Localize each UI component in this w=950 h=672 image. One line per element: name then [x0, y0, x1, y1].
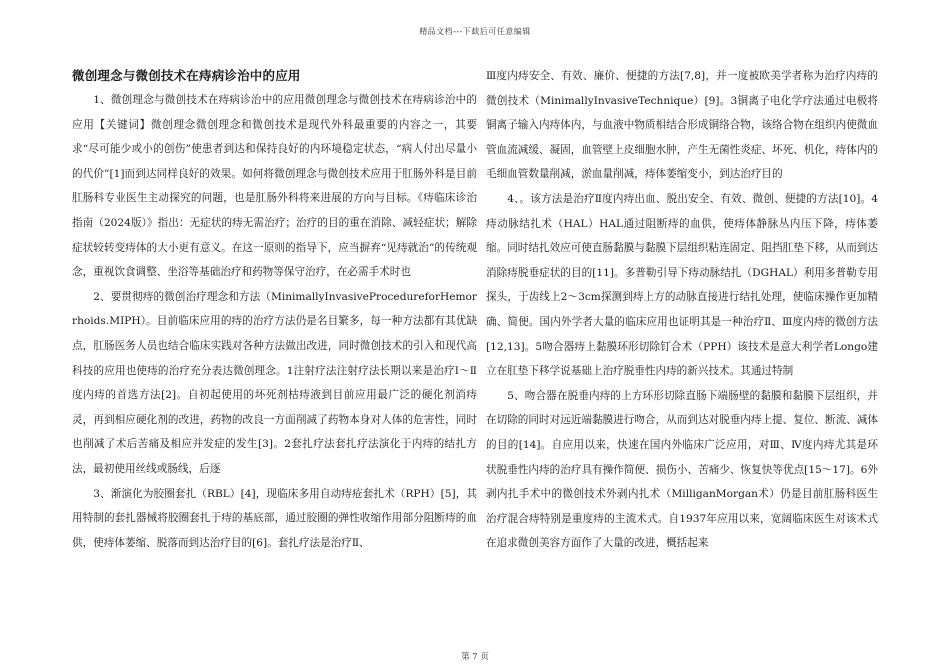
- right-column: [486, 64, 878, 556]
- page-header: 精品文档---下载后可任意编辑: [419, 27, 531, 36]
- article-title: 微创理念与微创技术在痔病诊治中的应用: [72, 68, 301, 83]
- paragraph: Ⅲ度内痔安全、有效、廉价、便捷的方法[7,8]，并一度被欧美学者称为治疗内痔的微创技术（MinimallyInvasiveTechnique）[9]。3铜离子电化学疗法通过电极将铜离子输入内痔体内，与血液中物质相结合形成铜络合物，该络合物在组织内使微血管血流减缓、凝固，血管壁上皮细胞水肿，产生无菌性炎症、坏死、机化，痔体内的毛细血管数量削减，淤血量削减，痔体萎缩变小，到达治疗目的: [486, 70, 878, 181]
- left-column: [72, 64, 477, 555]
- page-number: 第 7 页: [461, 652, 489, 662]
- paragraph: 3、渐演化为胶圈套扎（RBL）[4]，现临床多用自动痔疮套扎术（RPH）[5]，其用特制的套扎器械将胶圈套扎于痔的基底部，通过胶圈的弹性收缩作用部分阻断痔的血供，使痔体萎缩、脱落而到达治疗目的[6]。套扎疗法是治疗Ⅱ、: [72, 487, 477, 549]
- paragraph: 4、。该方法是治疗Ⅱ度内痔出血、脱出安全、有效、微创、便捷的方法[10]。4痔动脉结扎术（HAL）HAL通过阻断痔的血供，使痔体静脉丛内压下降，痔体萎缩。同时结扎效应可使直肠黏膜与黏膜下层组织粘连固定、阻挡肛垫下移，从而到达消除痔脱垂症状的目的[11]。多普勒引导下痔动脉结扎（DGHAL）利用多普勒专用探头，于齿线上2～3cm探测到痔上方的动脉直接进行结扎处理，使临床操作更加精确、简便。国内外学者大量的临床应用也证明其是一种治疗Ⅱ、Ⅲ度内痔的微创方法[12,13]。5吻合器痔上黏膜环形切除钉合术（PPH）该技术是意大利学者Longo建立在肛垫下移学说基础上治疗脱垂性内痔的新兴技术。其通过特制: [486, 192, 878, 378]
- paragraph: 2、要贯彻痔的微创治疗理念和方法（MinimallyInvasiveProcedureforHemorrhoids.MIPH）。目前临床应用的痔的治疗方法仍是名目繁多，每一种方法都有其优缺点，肛肠医务人员也结合临床实践对各种方法做出改进，同时微创技术的引入和现代高科技的应用也使痔的治疗充分表达微创理念。1注射疗法注射疗法长期以来是治疗Ⅰ～Ⅱ度内痔的首选方法[2]。自初起使用的坏死剂枯痔液到目前应用最广泛的硬化剂消痔灵，再到相应硬化剂的改进，药物的改良一方面削减了药物本身对人体的危害性，同时也削减了术后苦痛及相应并发症的发生[3]。2套扎疗法套扎疗法演化于内痔的结扎方法，最初使用丝线或肠线，后逐: [72, 290, 477, 475]
- paragraph: 5、吻合器在脱垂内痔的上方环形切除直肠下端肠壁的黏膜和黏膜下层组织，并在切除的同时对远近端黏膜进行吻合，从而到达对脱垂内痔上提、复位、断流、减体的目的[14]。自应用以来，快速在国内外临床广泛应用，对Ⅲ、Ⅳ度内痔尤其是环状脱垂性内痔的治疗具有操作简便、损伤小、苦痛少、恢复快等优点[15～17]。6外剥内扎手术中的微创技术外剥内扎术（MilliganMorgan术）仍是目前肛肠科医生治疗混合痔特别是重度痔的主流术式。自1937年应用以来，宽阔临床医生对该术式在追求微创美容方面作了大量的改进，概括起来: [486, 389, 878, 550]
- paragraph: 1、微创理念与微创技术在痔病诊治中的应用微创理念与微创技术在痔病诊治中的应用【关键词】微创理念微创理念和微创技术是现代外科最重要的内容之一，其要求“尽可能少或小的创伤”使患者到达和保持良好的内环境稳定状态，“病人付出尽量小的代价”[1]而到达同样良好的效果。如何将微创理念与微创技术应用于肛肠外科是目前肛肠科专业医生主动探究的问题，也是肛肠外科将来进展的方向与目标。《痔临床诊治指南（2024版）》指出：无症状的痔无需治疗；治疗的目的重在消除、减轻症状；解除症状较转变痔体的大小更有意义。在这一原则的指导下，应当摒弃“见痔就治”的传统观念，重视饮食调整、坐浴等基础治疗和药物等保守治疗，在必需手术时也: [72, 94, 477, 279]
